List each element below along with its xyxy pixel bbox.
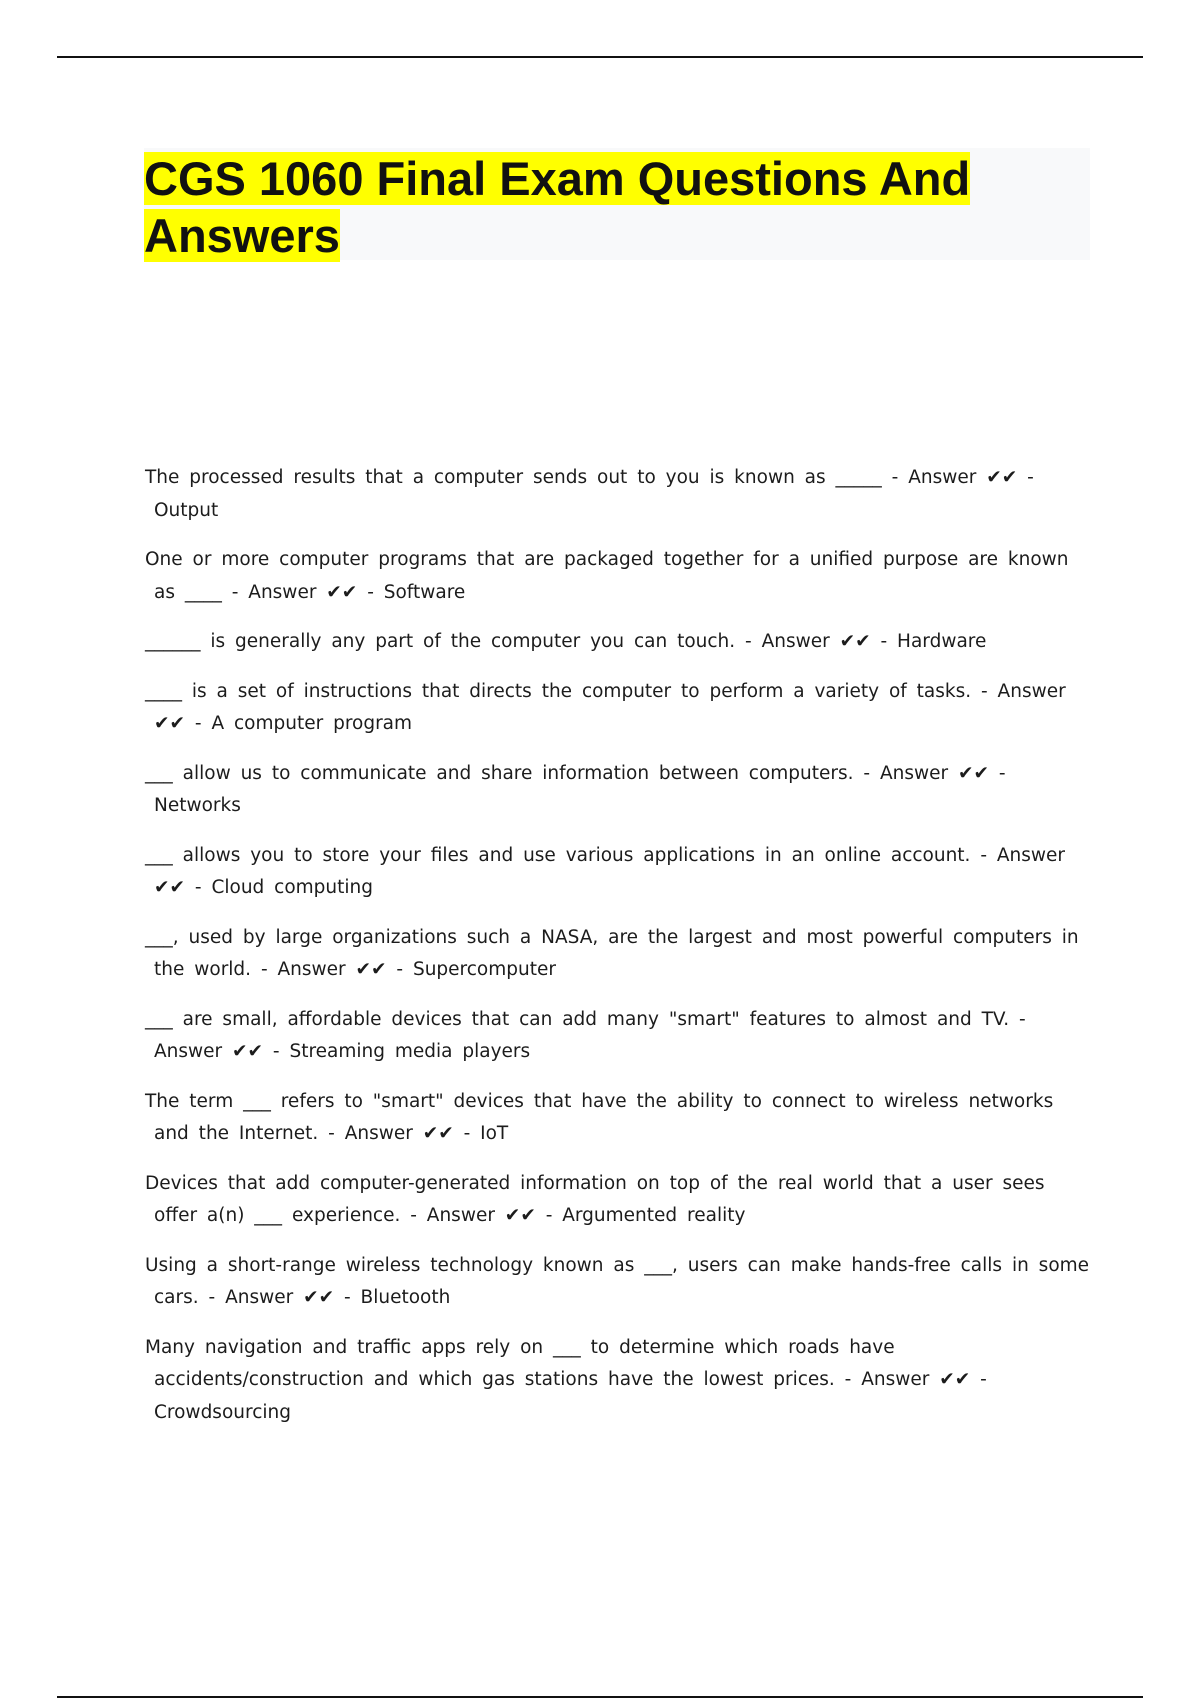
question-answer-list (145, 462, 1090, 1446)
qa-item-3: ______ is generally any part of the computer you can touch. - Answer ✔✔ - Hardware (145, 631, 987, 652)
title-block (144, 148, 1090, 260)
qa-item-10: Devices that add computer-generated information on top of the real world that a user sees offer a(n) ___ experience. - Answer ✔✔ - Argumented reality (145, 1172, 1045, 1226)
qa-item-11: Using a short-range wireless technology known as ___, users can make hands-free calls in some cars. - Answer ✔✔ - Bluetooth (145, 1254, 1090, 1308)
qa-item-2: One or more computer programs that are packaged together for a unified purpose are known as ____ - Answer ✔✔ - Software (145, 549, 1069, 603)
document-title (144, 148, 1090, 264)
qa-item-12: Many navigation and traffic apps rely on ___ to determine which roads have accidents/construction and which gas stations have the lowest prices. - Answer ✔✔ - Crowdsourcing (145, 1336, 987, 1423)
qa-item-6: ___ allows you to store your files and use various applications in an online account. - Answer ✔✔ - Cloud computing (145, 844, 1066, 898)
qa-item-9: The term ___ refers to "smart" devices that have the ability to connect to wireless networks and the Internet. - Answer ✔✔ - IoT (145, 1090, 1054, 1144)
qa-item-1: The processed results that a computer sends out to you is known as _____ - Answer ✔✔ - Output (145, 467, 1034, 521)
highlighted-title-text: CGS 1060 Final Exam Questions And Answers (144, 152, 971, 262)
qa-item-4: ____ is a set of instructions that directs the computer to perform a variety of tasks. - Answer ✔✔ - A computer program (145, 680, 1066, 734)
qa-item-7: ___, used by large organizations such a NASA, are the largest and most powerful computers in the world. - Answer ✔✔ - Supercomputer (145, 926, 1079, 980)
qa-item-8: ___ are small, affordable devices that can add many "smart" features to almost and TV. - Answer ✔✔ - Streaming media players (145, 1008, 1026, 1062)
header-rule (57, 56, 1143, 58)
qa-item-5: ___ allow us to communicate and share information between computers. - Answer ✔✔ - Networks (145, 762, 1006, 816)
footer-rule (57, 1696, 1143, 1698)
